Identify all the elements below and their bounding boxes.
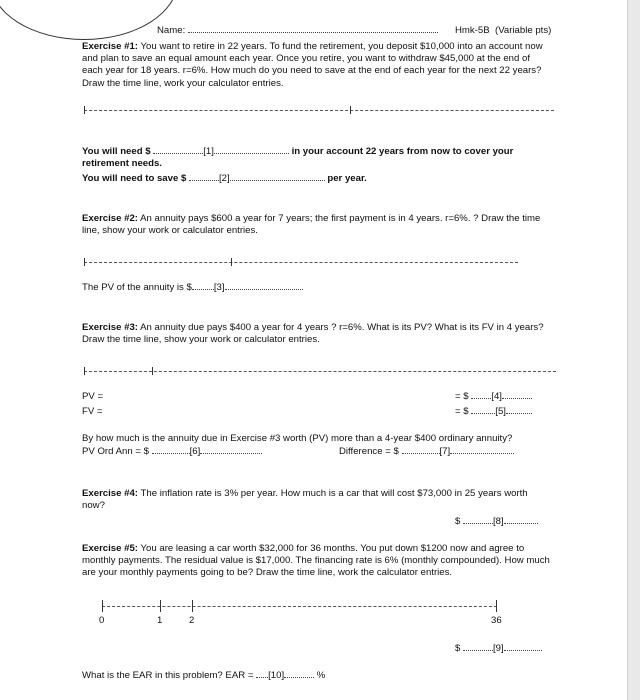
vertical-scrollbar[interactable]: [627, 0, 640, 700]
ex3-timeline: [84, 371, 556, 372]
ex3-difference-line: Difference = $ [7]: [339, 446, 514, 458]
ex3-timeline-tick: [84, 367, 85, 375]
ex3-pv-ord-line: PV Ord Ann = $ [6]: [82, 446, 262, 458]
exercise-4-text: Exercise #4: The inflation rate is 3% per year. How much is a car that will cost $73,000 in 25 years worth now?: [82, 488, 528, 512]
ex5-timeline-tick: [192, 600, 193, 612]
ex5-timeline-label: 36: [491, 615, 502, 626]
ex3-fv-answer: = $ [5]: [455, 406, 532, 418]
name-line: Name:: [157, 25, 438, 37]
ex3-fv-label: FV =: [82, 406, 103, 417]
ex1-timeline: [84, 110, 554, 111]
exercise-2-text: Exercise #2: An annuity pays $600 a year for 7 years; the first payment is in 4 years. r=6%. ? Draw the time line, show your work or calculator entries.: [82, 213, 541, 237]
ex5-timeline-tick: [102, 600, 103, 612]
exercise-3-text: Exercise #3: An annuity due pays $400 a year for 4 years ? r=6%. What is its PV? What is its FV in 4 years? Draw the time line, show your work or calculator entries.: [82, 322, 544, 346]
ex5-timeline: [102, 606, 497, 607]
exercise-5-text: Exercise #5: You are leasing a car worth $32,000 for 36 months. You put down $1200 now and agree to monthly payments. The residual value is $17,000. The financing rate is 6% (monthly compounded). How much are your monthly payments going to be? Draw the time line, work the calculator entries.: [82, 543, 550, 579]
course-header: Hmk-5B (Variable pts): [455, 25, 552, 36]
ex1-save-line: You will need to save $ [2] per year.: [82, 173, 367, 184]
ex1-timeline-tick: [84, 106, 85, 114]
ex2-pv-line: The PV of the annuity is $ [3]: [82, 282, 303, 294]
ex2-timeline-tick: [84, 258, 85, 266]
ex4-answer: $ [8]: [455, 516, 538, 528]
ex5-timeline-label: 0: [99, 615, 105, 626]
ex3-pv-label: PV =: [82, 391, 104, 402]
ex3-timeline-tick: [152, 367, 153, 375]
exercise-1-text: Exercise #1: You want to retire in 22 years. To fund the retirement, you deposit $10,000 into an account now and plan to save an equal amount each year. Once you retire, you want to withdraw $45,000 at the end of each year for 18 years. r=6%. How much do you need to save at the end of each year for the next 22 years? Draw the time line, work your calculator entries.: [82, 41, 543, 89]
ex5-timeline-label: 2: [189, 615, 195, 626]
ex5-timeline-label: 1: [157, 615, 163, 626]
ex3-question: By how much is the annuity due in Exercise #3 worth (PV) more than a 4-year $400 ordinary annuity?: [82, 433, 513, 444]
ex5-ear-line: What is the EAR in this problem? EAR = [10] %: [82, 670, 326, 681]
ex1-timeline-tick: [350, 106, 351, 114]
ex2-timeline-tick: [231, 258, 232, 266]
ex5-timeline-tick: [160, 600, 161, 612]
decorative-oval: [0, 0, 178, 40]
ex1-need-line-2: retirement needs.: [82, 158, 162, 169]
ex5-answer: $ [9]: [455, 643, 542, 655]
ex2-timeline: [84, 262, 518, 263]
ex3-pv-answer: = $ [4]: [455, 391, 532, 403]
ex1-need-line: You will need $ [1] in your account 22 years from now to cover your: [82, 146, 514, 157]
ex5-timeline-tick: [496, 600, 497, 612]
